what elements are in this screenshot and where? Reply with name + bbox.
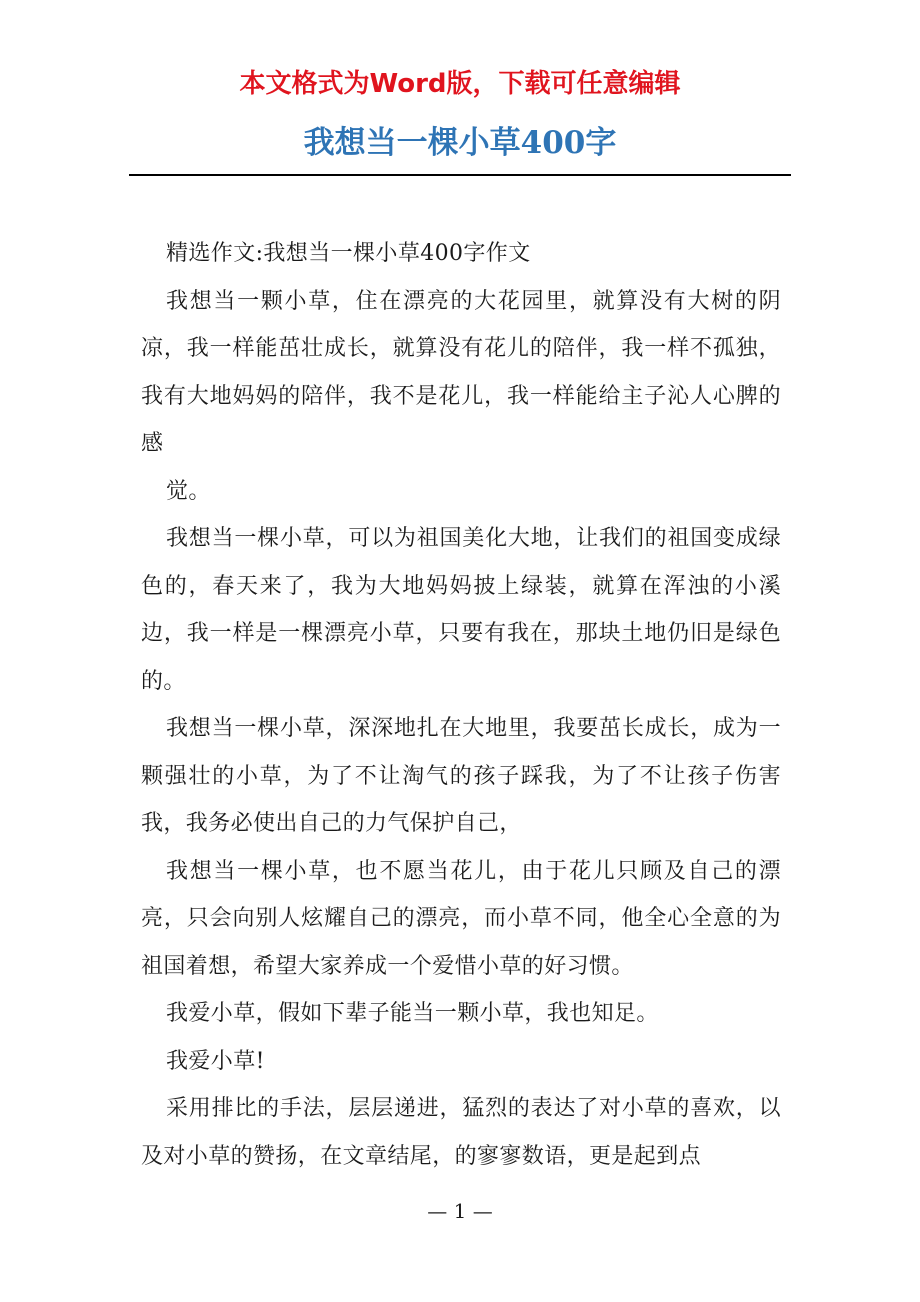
paragraph: 我爱小草! [166,1048,265,1074]
document-body [141,230,781,1180]
title-divider [129,174,791,176]
page-number: — 1 — [427,1199,493,1223]
paragraph-commentary: 采用排比的手法，层层递进，猛烈的表达了对小草的喜欢，以及对小草的赞扬，在文章结尾，的寥寥数语，更是起到点 [141,1096,781,1169]
paragraph: 我想当一棵小草，可以为祖国美化大地，让我们的祖国变成绿色的，春天来了，我为大地妈妈披上绿装，就算在浑浊的小溪边，我一样是一棵漂亮小草，只要有我在，那块土地仍旧是绿色的。 [141,526,781,694]
paragraph: 觉。 [166,478,211,504]
paragraph-intro: 精选作文:我想当一棵小草400字作文 [166,241,531,266]
paragraph: 我爱小草，假如下辈子能当一颗小草，我也知足。 [166,1001,659,1026]
paragraph: 我想当一棵小草，也不愿当花儿，由于花儿只顾及自己的漂亮，只会向别人炫耀自己的漂亮，而小草不同，他全心全意的为祖国着想，希望大家养成一个爱惜小草的好习惯。 [141,858,781,979]
paragraph: 我想当一棵小草，深深地扎在大地里，我要茁长成长，成为一颗强壮的小草，为了不让淘气的孩子踩我，为了不让孩子伤害我，我务必使出自己的力气保护自己， [141,716,781,836]
document-title: 我想当一棵小草400字 [303,125,617,161]
format-notice: 本文格式为Word版，下载可任意编辑 [239,69,681,99]
paragraph: 我想当一颗小草，住在漂亮的大花园里，就算没有大树的阴凉，我一样能茁壮成长，就算没有花儿的陪伴，我一样不孤独，我有大地妈妈的陪伴，我不是花儿，我一样能给主子沁人心脾的感 [141,288,781,456]
